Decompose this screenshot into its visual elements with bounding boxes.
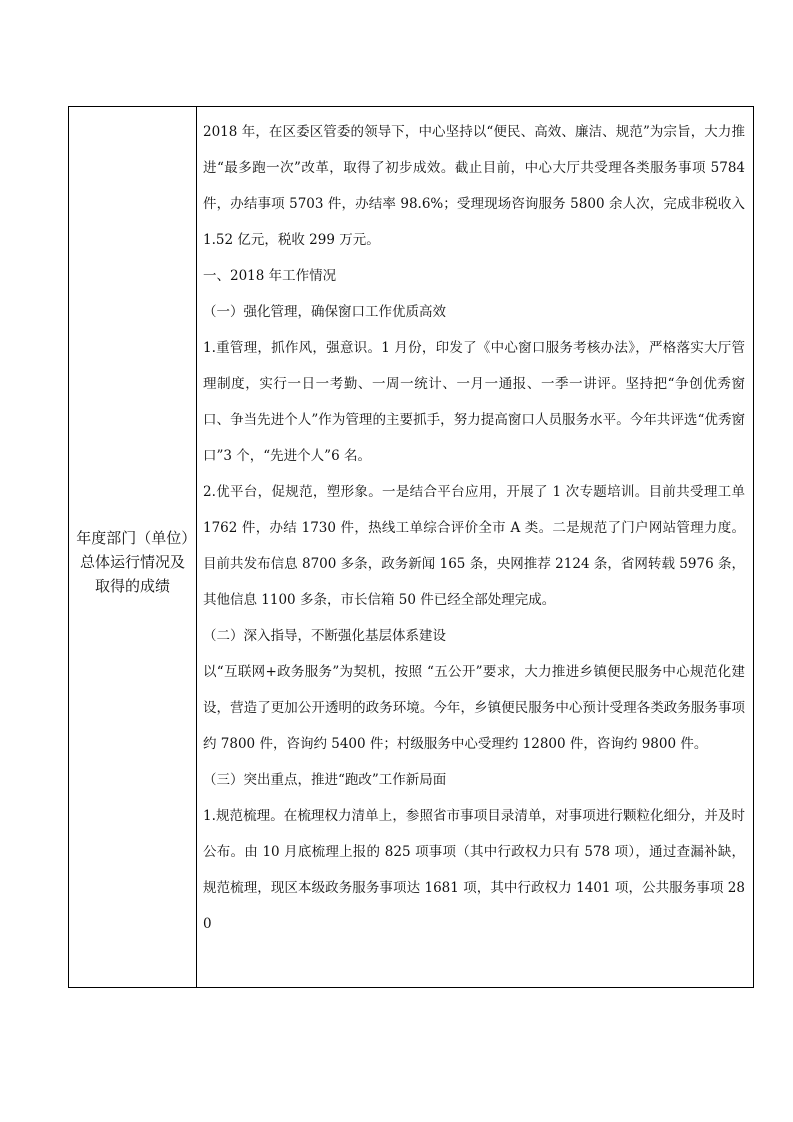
subsection-heading-2: （二）深入指导，不断强化基层体系建设 (203, 628, 446, 644)
item-paragraph-4: 1.规范梳理。在梳理权力清单上，参照省市事项目录清单，对事项进行颗粒化细分，并及时公布。由 10 月底梳理上报的 825 项事项（其中行政权力只有 578 项），通过查漏补缺，规范梳理，现区本级政务服务事项达 1681 项，其中行政权力 1401 项，公共服务事项 280 (203, 808, 745, 932)
item-paragraph-3: 以“互联网+政务服务”为契机，按照 “五公开”要求，大力推进乡镇便民服务中心规范化建设，营造了更加公开透明的政务环境。今年，乡镇便民服务中心预计受理各类政务服务事项约 7800 件，咨询约 5400 件；村级服务中心受理约 12800 件，咨询约 9800 件。 (203, 664, 745, 752)
report-table (68, 106, 754, 988)
subsection-heading-1: （一）强化管理，确保窗口工作优质高效 (203, 304, 446, 320)
subsection-heading-3: （三）突出重点，推进“跑改”工作新局面 (203, 772, 447, 788)
row-label: 年度部门（单位）总体运行情况及取得的成绩 (76, 529, 189, 595)
section-heading: 一、2018 年工作情况 (203, 268, 337, 284)
row-label-cell (69, 107, 197, 987)
content-cell (197, 107, 753, 987)
item-paragraph-2: 2.优平台，促规范，塑形象。一是结合平台应用，开展了 1 次专题培训。目前共受理工单 1762 件，办结 1730 件，热线工单综合评价全市 A 类。二是规范了门户网站管理力度。目前共发布信息 8700 多条，政务新闻 165 条，央网推荐 2124 条，省网转载 5976 条，其他信息 1100 多条，市长信箱 50 件已经全部处理完成。 (203, 484, 745, 608)
summary-paragraph: 2018 年，在区委区管委的领导下，中心坚持以“便民、高效、廉洁、规范”为宗旨，大力推进“最多跑一次”改革，取得了初步成效。截止目前，中心大厅共受理各类服务事项 5784 件，办结事项 5703 件，办结率 98.6%；受理现场咨询服务 5800 余人次，完成非税收入 1.52 亿元，税收 299 万元。 (203, 124, 745, 248)
item-paragraph-1: 1.重管理，抓作风，强意识。1 月份，印发了《中心窗口服务考核办法》，严格落实大厅管理制度，实行一日一考勤、一周一统计、一月一通报、一季一讲评。坚持把“争创优秀窗口、争当先进个人”作为管理的主要抓手，努力提高窗口人员服务水平。今年共评选“优秀窗口”3 个，“先进个人”6 名。 (203, 340, 745, 464)
